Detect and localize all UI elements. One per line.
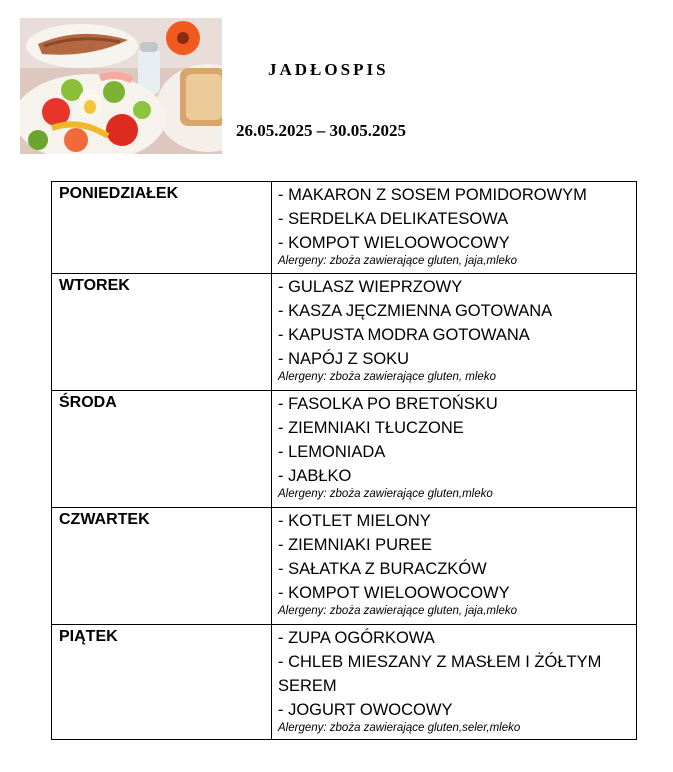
dish-item: - KASZA JĘCZMIENNA GOTOWANA — [278, 302, 553, 320]
dish-list — [272, 391, 637, 508]
dish-list — [272, 182, 637, 274]
day-name: ŚRODA — [52, 391, 272, 508]
dish-item: - ZIEMNIAKI PUREE — [278, 536, 433, 554]
dish-item: - JOGURT OWOCOWY — [278, 701, 453, 719]
dish-item: - LEMONIADA — [278, 443, 386, 461]
dish-list — [272, 625, 637, 740]
menu-row — [52, 182, 637, 274]
dish-item: - ZIEMNIAKI TŁUCZONE — [278, 419, 464, 437]
dish-item: - FASOLKA PO BRETOŃSKU — [278, 395, 498, 413]
day-name: PONIEDZIAŁEK — [52, 182, 272, 274]
dish-item: - SAŁATKA Z BURACZKÓW — [278, 560, 487, 578]
dish-item: - CHLEB MIESZANY Z MASŁEM I ŻÓŁTYM SEREM — [278, 653, 602, 695]
menu-row — [52, 508, 637, 625]
dish-item: - GULASZ WIEPRZOWY — [278, 278, 463, 296]
dish-item: - NAPÓJ Z SOKU — [278, 350, 410, 368]
allergens-note: Alergeny: zboża zawierające gluten,seler,mleko — [278, 722, 521, 734]
dish-item: - MAKARON Z SOSEM POMIDOROWYM — [278, 186, 587, 204]
allergens-note: Alergeny: zboża zawierające gluten, jaja,mleko — [278, 255, 518, 267]
menu-row — [52, 274, 637, 391]
weekly-menu-table — [51, 181, 637, 740]
dish-item: - KOMPOT WIELOOWOCOWY — [278, 234, 510, 252]
menu-row — [52, 625, 637, 740]
dish-list — [272, 508, 637, 625]
allergens-note: Alergeny: zboża zawierające gluten, jaja,mleko — [278, 605, 518, 617]
menu-row — [52, 391, 637, 508]
dish-item: - KOTLET MIELONY — [278, 512, 431, 530]
allergens-note: Alergeny: zboża zawierające gluten, mleko — [278, 371, 496, 383]
dish-item: - SERDELKA DELIKATESOWA — [278, 210, 509, 228]
dish-list — [272, 274, 637, 391]
menu-title: JADŁOSPIS — [268, 60, 389, 79]
day-name: CZWARTEK — [52, 508, 272, 625]
food-photo — [20, 18, 222, 154]
day-name: WTOREK — [52, 274, 272, 391]
dish-item: - KAPUSTA MODRA GOTOWANA — [278, 326, 530, 344]
dish-item: - ZUPA OGÓRKOWA — [278, 629, 435, 647]
allergens-note: Alergeny: zboża zawierające gluten,mleko — [278, 488, 493, 500]
day-name: PIĄTEK — [52, 625, 272, 740]
dish-item: - KOMPOT WIELOOWOCOWY — [278, 584, 510, 602]
dish-item: - JABŁKO — [278, 467, 352, 485]
date-range: 26.05.2025 – 30.05.2025 — [236, 121, 406, 140]
